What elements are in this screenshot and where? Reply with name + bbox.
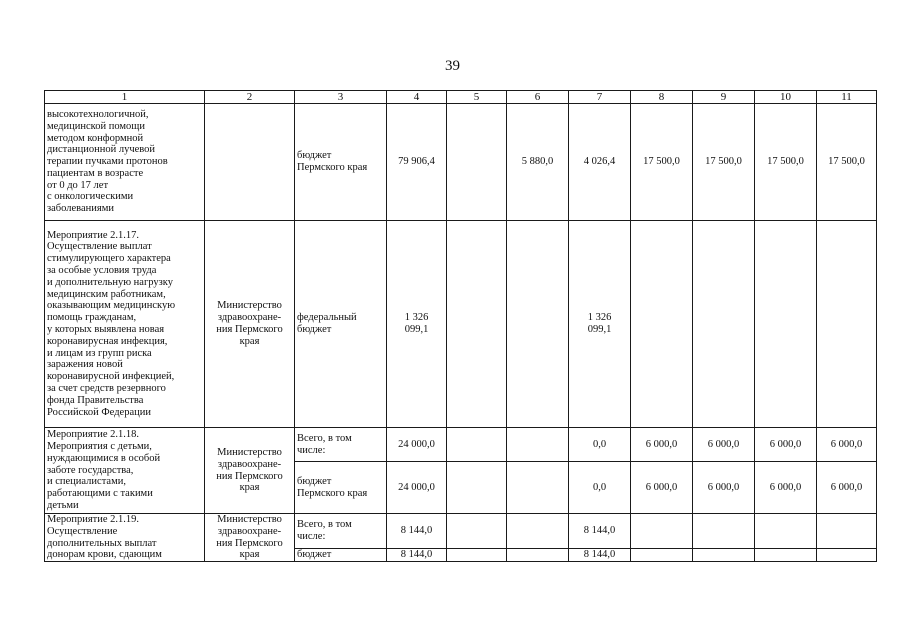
source-line: Всего, в том (297, 432, 352, 444)
event-line: донорам крови, сдающим (47, 549, 162, 561)
source-line: Пермского края (297, 162, 368, 173)
value-col11 (817, 514, 877, 549)
source-line: бюджет (297, 549, 332, 561)
source-line: Всего, в том (297, 519, 352, 531)
event-line: у которых выявлена новая (47, 324, 165, 335)
event-line: Осуществление (47, 525, 118, 537)
value-line: 1 326 (404, 312, 429, 324)
value-col10 (755, 221, 817, 428)
header-cell: 3 (295, 91, 387, 104)
event-line: нуждающимися в особой (47, 452, 161, 464)
event-line: Российской Федерации (47, 406, 151, 418)
table-row (45, 104, 877, 221)
value-col6: 5 880,0 (507, 104, 569, 221)
value-line: 099,1 (404, 324, 429, 335)
header-cell: 8 (631, 91, 693, 104)
event-line: пациентам в возрасте (47, 167, 144, 179)
event-line: Мероприятие 2.1.18. (47, 429, 140, 441)
value-col10: 17 500,0 (755, 104, 817, 221)
table-row (45, 221, 877, 428)
event-line: коронавирусная инфекция, (47, 335, 168, 347)
value-col6 (507, 548, 569, 561)
event-line: работающими с такими (47, 488, 153, 500)
event-description (45, 104, 205, 221)
value-col10 (755, 548, 817, 561)
event-line: заботе государства, (47, 464, 134, 476)
source-line: Пермского края (297, 487, 368, 499)
event-line: Мероприятия с детьми, (47, 441, 152, 452)
value-col11: 6 000,0 (817, 428, 877, 462)
value-col7: 4 026,4 (569, 104, 631, 221)
funding-source-cell (295, 462, 387, 514)
event-line: терапии пучками протонов (47, 156, 168, 168)
table-row (45, 428, 877, 462)
value-col10 (755, 514, 817, 549)
executor-line: края (239, 482, 260, 494)
executor-line: Министерство (217, 446, 282, 458)
event-line: Мероприятие 2.1.17. (47, 229, 140, 241)
value-col5 (447, 514, 507, 549)
event-description (45, 221, 205, 428)
event-line: дополнительных выплат (47, 537, 157, 549)
value-col8 (631, 221, 693, 428)
executor-line: края (239, 549, 260, 561)
value-line: 099,1 (587, 324, 612, 335)
source-line: бюджет (297, 475, 332, 487)
value-col6 (507, 428, 569, 462)
value-col10: 6 000,0 (755, 428, 817, 462)
event-line: и дополнительную нагрузку (47, 276, 173, 288)
source-line: числе: (297, 530, 326, 542)
header-cell: 4 (387, 91, 447, 104)
value-col5 (447, 548, 507, 561)
funding-source-cell (295, 514, 387, 549)
value-col11: 17 500,0 (817, 104, 877, 221)
header-cell: 10 (755, 91, 817, 104)
value-col9 (693, 514, 755, 549)
event-line: стимулирующего характера (47, 253, 171, 265)
funding-source-cell (295, 428, 387, 462)
value-col11 (817, 221, 877, 428)
event-line: оказывающим медицинскую (47, 300, 176, 312)
header-cell: 1 (45, 91, 205, 104)
event-line: и лицам из групп риска (47, 347, 152, 359)
header-cell: 5 (447, 91, 507, 104)
executor-line: края (239, 335, 260, 347)
value-line: 1 326 (587, 312, 612, 324)
event-line: Мероприятие 2.1.19. (47, 514, 140, 525)
program-table (44, 90, 877, 562)
header-cell: 7 (569, 91, 631, 104)
value-col6 (507, 462, 569, 514)
event-line: от 0 до 17 лет (47, 179, 109, 191)
value-col9 (693, 548, 755, 561)
value-col6 (507, 514, 569, 549)
value-col4: 8 144,0 (387, 548, 447, 561)
event-description (45, 514, 205, 562)
event-line: фонда Правительства (47, 394, 144, 406)
executor-line: ния Пермского (216, 324, 283, 335)
value-col7: 8 144,0 (569, 514, 631, 549)
value-col8 (631, 548, 693, 561)
event-line: медицинским работникам, (47, 288, 166, 300)
value-col7: 0,0 (569, 428, 631, 462)
executor-line: здравоохране- (217, 312, 282, 324)
event-line: коронавирусной инфекцией, (47, 371, 175, 383)
column-number-row (45, 91, 877, 104)
event-line: помощь гражданам, (47, 312, 137, 324)
source-line: бюджет (297, 324, 332, 335)
event-line: дистанционной лучевой (47, 144, 156, 156)
event-line: методом конформной (47, 132, 144, 144)
value-col7 (569, 221, 631, 428)
event-line: и специалистами, (47, 476, 126, 488)
value-col5 (447, 428, 507, 462)
event-line: за счет средств резервного (47, 382, 166, 394)
value-col4: 24 000,0 (387, 462, 447, 514)
header-cell: 9 (693, 91, 755, 104)
value-col11 (817, 548, 877, 561)
value-col8: 17 500,0 (631, 104, 693, 221)
table-row (45, 514, 877, 549)
event-description (45, 428, 205, 514)
value-col6 (507, 221, 569, 428)
source-line: федеральный (297, 312, 357, 324)
header-cell: 2 (205, 91, 295, 104)
executor-line: ния Пермского (216, 537, 283, 549)
value-col9: 6 000,0 (693, 428, 755, 462)
value-col9 (693, 221, 755, 428)
value-col8 (631, 514, 693, 549)
funding-source-cell (295, 104, 387, 221)
executor-cell (205, 428, 295, 514)
value-col7: 8 144,0 (569, 548, 631, 561)
executor-cell (205, 104, 295, 221)
event-line: заболеваниями (47, 203, 114, 215)
event-line: Осуществление выплат (47, 241, 152, 253)
executor-cell (205, 514, 295, 562)
value-col5 (447, 104, 507, 221)
value-col7: 0,0 (569, 462, 631, 514)
value-col4: 79 906,4 (387, 104, 447, 221)
executor-line: ния Пермского (216, 470, 283, 482)
value-col8: 6 000,0 (631, 462, 693, 514)
page-number: 39 (445, 58, 460, 74)
value-col4 (387, 221, 447, 428)
header-cell: 6 (507, 91, 569, 104)
funding-source-cell (295, 548, 387, 561)
event-line: заражения новой (47, 359, 123, 371)
event-line: с онкологическими (47, 191, 134, 203)
executor-cell (205, 221, 295, 428)
executor-line: здравоохране- (217, 525, 282, 537)
header-cell: 11 (817, 91, 877, 104)
value-col5 (447, 221, 507, 428)
value-col10: 6 000,0 (755, 462, 817, 514)
value-col4: 8 144,0 (387, 514, 447, 549)
executor-line: Министерство (217, 514, 282, 525)
value-col4: 24 000,0 (387, 428, 447, 462)
event-line: высокотехнологичной, (47, 108, 149, 120)
value-col9: 17 500,0 (693, 104, 755, 221)
executor-line: здравоохране- (217, 458, 282, 470)
value-col8: 6 000,0 (631, 428, 693, 462)
source-line: числе: (297, 444, 326, 456)
event-line: детьми (47, 499, 79, 511)
funding-source-cell (295, 221, 387, 428)
value-col5 (447, 462, 507, 514)
executor-line: Министерство (217, 300, 282, 312)
source-line: бюджет (297, 150, 332, 162)
event-line: за особые условия труда (47, 265, 157, 277)
value-col9: 6 000,0 (693, 462, 755, 514)
value-col11: 6 000,0 (817, 462, 877, 514)
event-line: медицинской помощи (47, 120, 145, 132)
